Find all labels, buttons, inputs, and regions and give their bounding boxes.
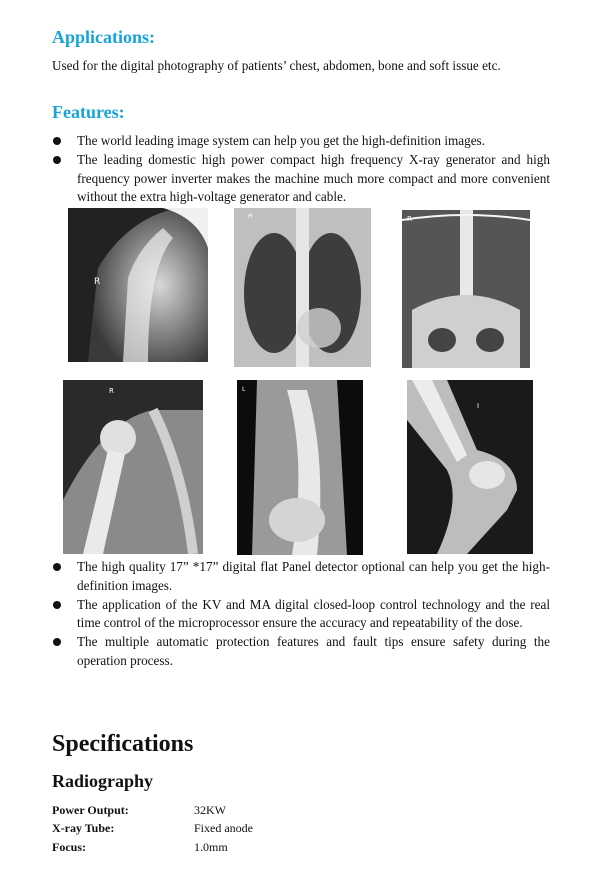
bullet-icon: [53, 156, 61, 164]
xray-marker: R: [94, 277, 101, 287]
features-list-bottom: [52, 558, 550, 671]
applications-heading: Applications:: [52, 27, 156, 47]
spec-value: 1.0mm: [194, 840, 228, 854]
spec-value: 32KW: [194, 803, 226, 817]
lumbar-spine-xray-image: [237, 380, 363, 555]
feature-text: The world leading image system can help you get the high-definition images.: [77, 133, 485, 148]
radiography-subtitle: Radiography: [52, 771, 154, 791]
spec-label: Focus:: [52, 840, 86, 854]
feature-text: The high quality 17” *17” digital flat Panel detector optional can help you get the high-definition images.: [77, 559, 550, 593]
feature-item: [52, 558, 550, 595]
chest-xray-image: [234, 208, 371, 367]
feature-text: The multiple automatic protection features and fault tips ensure safety during the operation process.: [77, 634, 550, 668]
spec-label: Power Output:: [52, 803, 129, 817]
feature-item: [52, 596, 550, 633]
bullet-icon: [53, 601, 61, 609]
feature-item: [52, 132, 550, 151]
cervical-spine-xray-image: [68, 208, 208, 362]
xray-marker: L: [242, 386, 246, 393]
applications-text: Used for the digital photography of patients’ chest, abdomen, bone and soft issue etc.: [52, 58, 501, 73]
xray-marker: R: [407, 215, 412, 223]
spec-value: Fixed anode: [194, 821, 253, 835]
bullet-icon: [53, 638, 61, 646]
feature-item: [52, 151, 550, 207]
abdomen-pelvis-xray-image: [402, 210, 530, 368]
bullet-icon: [53, 563, 61, 571]
bullet-icon: [53, 137, 61, 145]
xray-marker: I: [477, 402, 480, 410]
xray-marker: R: [109, 387, 114, 395]
features-list-top: [52, 132, 550, 207]
specifications-title: Specifications: [52, 731, 194, 757]
foot-ankle-xray-image: [407, 380, 533, 554]
spec-label: X-ray Tube:: [52, 821, 115, 835]
shoulder-xray-image: [63, 380, 203, 554]
feature-text: The leading domestic high power compact high frequency X-ray generator and high frequency power inverter makes the machine much more compact and more convenient without the extra high-voltage generator and cable.: [77, 152, 550, 204]
features-heading: Features:: [52, 102, 125, 122]
feature-item: [52, 633, 550, 670]
feature-text: The application of the KV and MA digital closed-loop control technology and the real time control of the microprocessor ensure the accuracy and repeatability of the dose.: [77, 596, 550, 630]
xray-marker: H: [248, 213, 253, 220]
